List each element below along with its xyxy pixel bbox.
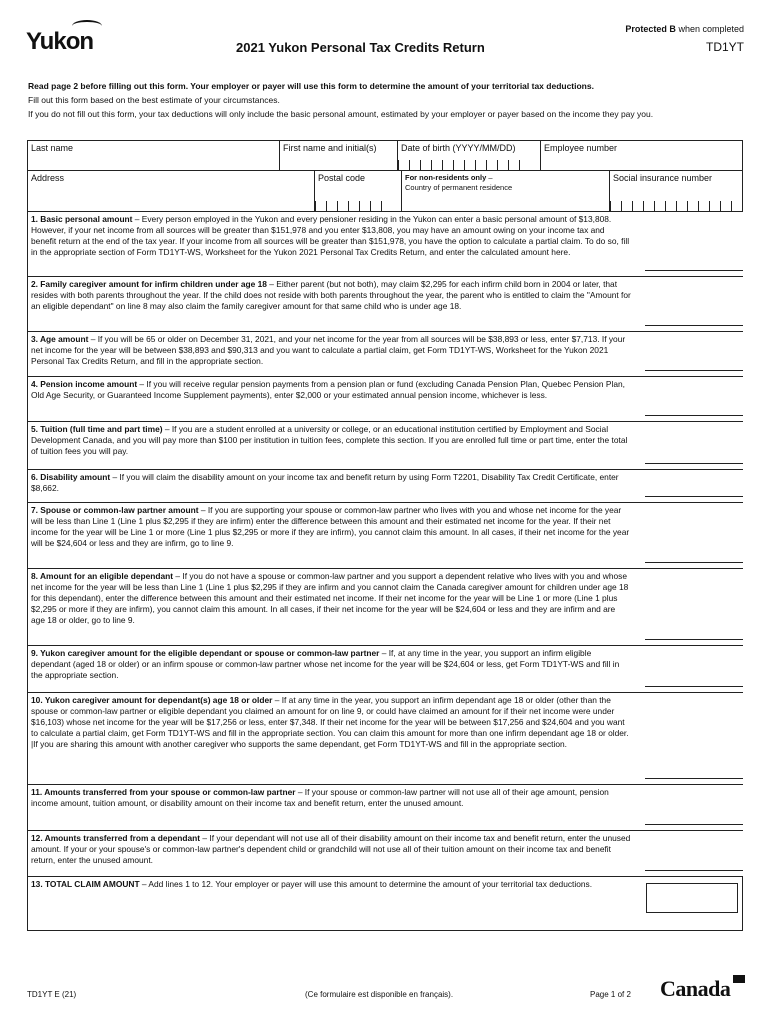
line-8-text <box>31 571 631 626</box>
canada-flag-icon <box>733 975 745 983</box>
country-label: Country of permanent residence <box>405 183 513 192</box>
protected-label <box>625 24 744 34</box>
line-6-title: 6. Disability amount <box>31 472 111 482</box>
line-9 <box>27 646 743 693</box>
line-2 <box>27 277 743 332</box>
sin-field[interactable] <box>610 171 742 211</box>
intro-line-3: If you do not fill out this form, your tax deductions will only include the basic personal amount, estimated by your employer or payer based on the income they pay you. <box>28 109 654 119</box>
line-10 <box>27 693 743 785</box>
footer-page-number: Page 1 of 2 <box>590 990 631 999</box>
line-4-amount-input[interactable] <box>645 415 743 416</box>
line-5-text <box>31 424 631 457</box>
last-name-field[interactable] <box>28 141 280 171</box>
dob-ticks <box>398 160 530 170</box>
line-4-title: 4. Pension income amount <box>31 379 138 389</box>
intro <box>28 80 744 122</box>
line-5-amount-input[interactable] <box>645 463 743 464</box>
line-12-body: – If your dependant will not use all of their disability amount on their income tax and benefit return, enter the unused amount. If your or your spouse's or common-law partner's dependent child or grandchild will not use all of their tuition amount on their income tax and benefit return, enter the unused amount. <box>31 833 631 865</box>
first-name-label: First name and initial(s) <box>283 143 377 153</box>
form-code: TD1YT <box>705 40 744 54</box>
line-3-text <box>31 334 631 367</box>
total-claim-amount-input[interactable] <box>646 883 738 913</box>
line-9-text <box>31 648 631 681</box>
line-11-title: 11. Amounts transferred from your spouse or common-law partner <box>31 787 296 797</box>
line-7 <box>27 503 743 569</box>
line-3-body: – If you will be 65 or older on December 31, 2021, and your net income for the year from all sources will be $38,893 or less, enter $7,713. If your net income for the year will be between $38,893 and $90,313 and you want to calculate a partial claim, get Form TD1YT-WS, Worksheet for the Yukon 2021 Personal Tax Credits Return, and fill in the appropriate section. <box>31 334 626 366</box>
line-2-amount-input[interactable] <box>645 325 743 326</box>
footer-french-note: (Ce formulaire est disponible en français). <box>305 990 454 999</box>
yukon-logo-arc-icon <box>72 20 102 32</box>
line-4-text <box>31 379 631 401</box>
line-1-amount-input[interactable] <box>645 270 743 271</box>
line-12-title: 12. Amounts transferred from a dependant <box>31 833 201 843</box>
line-2-body: – Either parent (but not both), may claim $2,295 for each infirm child born in 2004 or later, that resides with both parents throughout the year. If the child does not reside with both parents throughout the year, the parent who is entitled to claim the "Amount for an eligible dependant" on line 8 may also claim the family caregiver amount for that same child who is under age 18. <box>31 279 631 311</box>
line-10-text <box>31 695 631 750</box>
line-4-body: – If you will receive regular pension payments from a pension plan or fund (excluding Canada Pension Plan, Quebec Pension Plan, Old Age Security, or Guaranteed Income Supplement payments), enter $2,000 or your estimated annual pension income, whichever is less. <box>31 379 626 400</box>
line-6-text <box>31 472 631 494</box>
line-3-amount-input[interactable] <box>645 370 743 371</box>
first-name-field[interactable] <box>280 141 398 171</box>
line-2-text <box>31 279 631 312</box>
identification-box <box>27 140 743 212</box>
line-6-body: – If you will claim the disability amount on your income tax and benefit return by using Form T2201, Disability Tax Credit Certificate, enter $8,662. <box>31 472 619 493</box>
line-6 <box>27 470 743 503</box>
logo-text: Yukon <box>26 28 94 55</box>
line-12-amount-input[interactable] <box>645 870 743 871</box>
line-3 <box>27 332 743 377</box>
line-8-title: 8. Amount for an eligible dependant <box>31 571 174 581</box>
line-11 <box>27 785 743 831</box>
last-name-label: Last name <box>31 143 74 153</box>
canada-wordmark: Canada <box>660 976 731 1001</box>
intro-line-1: Read page 2 before filling out this form. Your employer or payer will use this form to determine the amount of your territorial tax deductions. <box>28 81 594 91</box>
line-11-amount-input[interactable] <box>645 824 743 825</box>
line-12-text <box>31 833 631 866</box>
line-1 <box>27 212 743 277</box>
line-1-title: 1. Basic personal amount <box>31 214 133 224</box>
line-11-body: – If your spouse or common-law partner will not use all of their age amount, pension income amount, tuition amount, or disability amount on their income tax and benefit return, enter the unused amount. <box>31 787 609 808</box>
postal-code-ticks <box>315 201 392 211</box>
postal-code-field[interactable] <box>315 171 402 211</box>
non-resident-dash: – <box>486 173 493 182</box>
line-13-title: 13. TOTAL CLAIM AMOUNT <box>31 879 140 889</box>
dob-label: Date of birth (YYYY/MM/DD) <box>401 143 516 153</box>
country-field[interactable] <box>402 171 610 211</box>
footer-form-code: TD1YT E (21) <box>27 990 77 999</box>
line-9-body: – If, at any time in the year, you support an infirm eligible dependant (aged 18 or older) or an infirm spouse or common-law partner whose net income for the year will be $24,604 or less, get Form TD1YT-WS and fill in the appropriate section. <box>31 648 620 680</box>
line-9-amount-input[interactable] <box>645 686 743 687</box>
line-9-title: 9. Yukon caregiver amount for the eligible dependant or spouse or common-law partner <box>31 648 380 658</box>
employee-number-field[interactable] <box>541 141 742 171</box>
line-5-title: 5. Tuition (full time and part time) <box>31 424 163 434</box>
line-8 <box>27 569 743 646</box>
yukon-logo <box>26 28 93 56</box>
line-10-title: 10. Yukon caregiver amount for dependant(s) age 18 or older <box>31 695 273 705</box>
line-10-body: – If at any time in the year, you support an infirm dependant age 18 or older (other than the spouse or common-law partner or eligible dependant you claimed an amount for on line 9, or could have claimed an amount for if their net income were under $16,103) whose net income for the year will be $17,256 or less, enter $7,348. If their net income for the year will be between $17,256 and $24,604 and you want to calculate a partial claim, get Form TD1YT-WS and fill in the appropriate section. You can claim this amount for more than one infirm dependant age 18 or older. |If you are sharing this amount with another caregiver who supports the same dependant, get Form TD1YT-WS and fill in the appropriate section. <box>31 695 629 749</box>
line-7-body: – If you are supporting your spouse or common-law partner who lives with you and whose net income for the year will be less than Line 1 (Line 1 plus $2,295 if they are infirm) enter the difference between this amount and their estimated net income for the year. If their net income for the year will be Line 1 or more (Line 1 plus $2,295 or more if they are infirm), you cannot claim this amount. In all cases, if their net income for the year will be $24,604 or less and they are infirm, go to line 9. <box>31 505 630 548</box>
line-13 <box>27 877 743 931</box>
line-12 <box>27 831 743 877</box>
line-8-amount-input[interactable] <box>645 639 743 640</box>
line-10-amount-input[interactable] <box>645 778 743 779</box>
line-7-amount-input[interactable] <box>645 562 743 563</box>
line-1-text <box>31 214 631 258</box>
line-13-text <box>31 879 631 890</box>
line-7-text <box>31 505 631 549</box>
dob-field[interactable] <box>398 141 541 171</box>
line-5-body: – If you are a student enrolled at a university or college, or an educational institution certified by Employment and Social Development Canada, and you will pay more than $100 per institution in tuition fees, complete this section. If you are enrolled full time or part time, enter the total of tuition fees you will pay. <box>31 424 628 456</box>
line-1-body: – Every person employed in the Yukon and every pensioner residing in the Yukon can enter a basic personal amount of $13,808. However, if your net income from all sources will be greater than $151,978 and you enter $13,808, you may have an amount owing on your income tax and benefit return at the end of the tax year. If your income from all sources will be greater than $151,978, you have the option to calculate a partial claim. To do so, fill in the appropriate section of Form TD1YT-WS, Worksheet for the Yukon 2021 Personal Tax Credits Return, and enter the calculated amount here. <box>31 214 630 257</box>
line-2-title: 2. Family caregiver amount for infirm children under age 18 <box>31 279 267 289</box>
non-resident-label: For non-residents only <box>405 173 487 182</box>
line-7-title: 7. Spouse or common-law partner amount <box>31 505 199 515</box>
line-5 <box>27 422 743 470</box>
line-4 <box>27 377 743 422</box>
line-8-body: – If you do not have a spouse or common-law partner and you support a dependent relative who lives with you and whose net income for the year will be less than Line 1 (Line 1 plus $2,295 if they are infirm and you cannot claim the Canada caregiver amount for children under age 18 for this dependant), enter the difference between this amount and their estimated net income. If their net income for the year will be Line 1 or more (Line 1 plus $2,295 or more if they are infirm), you cannot claim this amount. In all cases, if their net income for the year will be $24,604 or less and they are infirm and are age 18 or older, go to line 9. <box>31 571 629 625</box>
line-6-amount-input[interactable] <box>645 496 743 497</box>
sin-ticks <box>610 201 742 211</box>
line-11-text <box>31 787 631 809</box>
address-label: Address <box>31 173 65 183</box>
address-field[interactable] <box>28 171 315 211</box>
employee-number-label: Employee number <box>544 143 618 153</box>
postal-code-label: Postal code <box>318 173 366 183</box>
form-title: 2021 Yukon Personal Tax Credits Return <box>236 40 485 55</box>
protected-when: when completed <box>678 24 744 34</box>
protected-b: Protected B <box>625 24 676 34</box>
line-3-title: 3. Age amount <box>31 334 89 344</box>
intro-line-2: Fill out this form based on the best estimate of your circumstances. <box>28 95 280 105</box>
line-13-body: – Add lines 1 to 12. Your employer or payer will use this amount to determine the amount of your territorial tax deductions. <box>139 879 593 889</box>
sin-label: Social insurance number <box>613 173 713 183</box>
